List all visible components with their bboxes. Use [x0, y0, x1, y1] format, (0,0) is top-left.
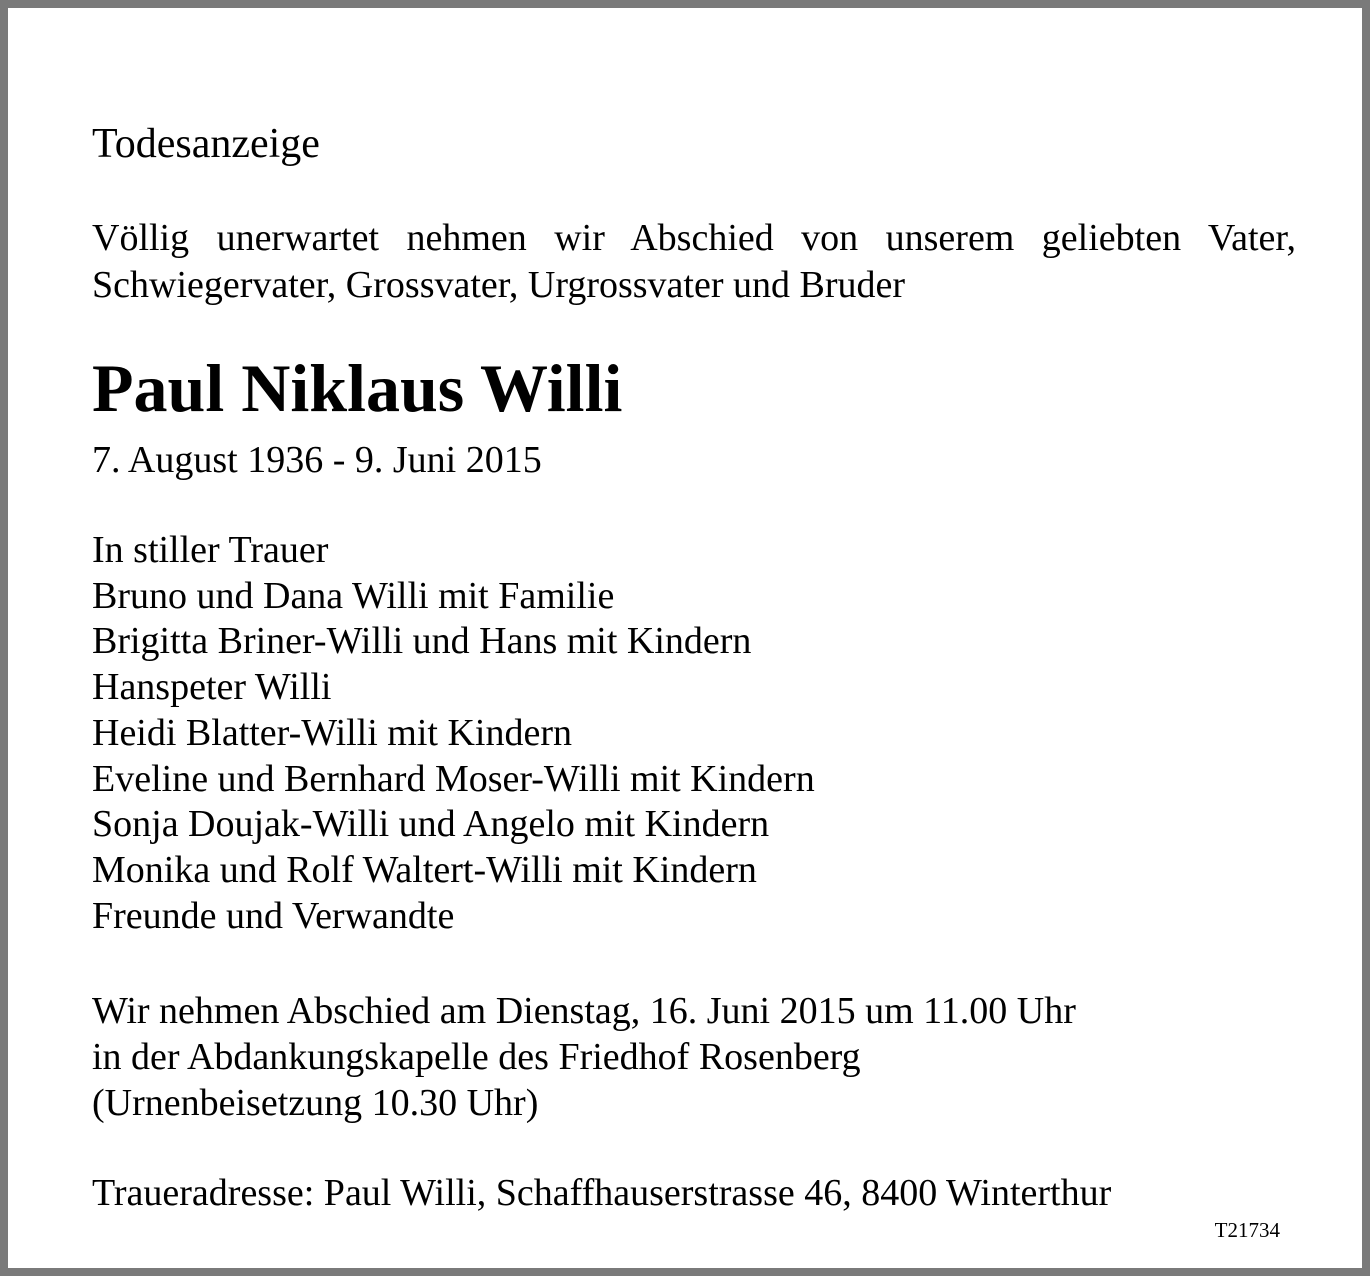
intro-line-2: Schwiegervater, Grossvater, Urgrossvater und Bruder: [92, 264, 906, 306]
service-details: [92, 988, 1076, 1126]
intro-line-1: Völlig unerwartet nehmen wir Abschied von unserem geliebten Vater,: [92, 217, 1296, 259]
mourners-intro: In stiller Trauer: [92, 529, 329, 571]
notice-heading: Todesanzeige: [92, 121, 320, 167]
mourning-address: Traueradresse: Paul Willi, Schaffhauserstrasse 46, 8400 Winterthur: [92, 1172, 1112, 1214]
reference-code: T21734: [1214, 1218, 1280, 1242]
mourner-line: Brigitta Briner-Willi und Hans mit Kindern: [92, 620, 752, 663]
mourner-line: Bruno und Dana Willi mit Familie: [92, 574, 615, 617]
service-location-line: in der Abdankungskapelle des Friedhof Rosenberg: [92, 1036, 861, 1078]
mourner-line: Heidi Blatter-Willi mit Kindern: [92, 711, 572, 754]
mourner-line: Monika und Rolf Waltert-Willi mit Kindern: [92, 848, 757, 891]
urn-burial-line: (Urnenbeisetzung 10.30 Uhr): [92, 1082, 539, 1124]
mourner-line: Sonja Doujak-Willi und Angelo mit Kindern: [92, 803, 770, 846]
intro-text: [92, 215, 1296, 309]
mourner-line: Hanspeter Willi: [92, 666, 332, 709]
mourner-line: Eveline und Bernhard Moser-Willi mit Kindern: [92, 757, 815, 800]
service-date-line: Wir nehmen Abschied am Dienstag, 16. Juni 2015 um 11.00 Uhr: [92, 990, 1076, 1032]
deceased-name: Paul Niklaus Willi: [92, 350, 623, 426]
mourner-line: Freunde und Verwandte: [92, 894, 455, 937]
mourners-list: [92, 528, 815, 939]
life-dates: 7. August 1936 - 9. Juni 2015: [92, 439, 542, 481]
